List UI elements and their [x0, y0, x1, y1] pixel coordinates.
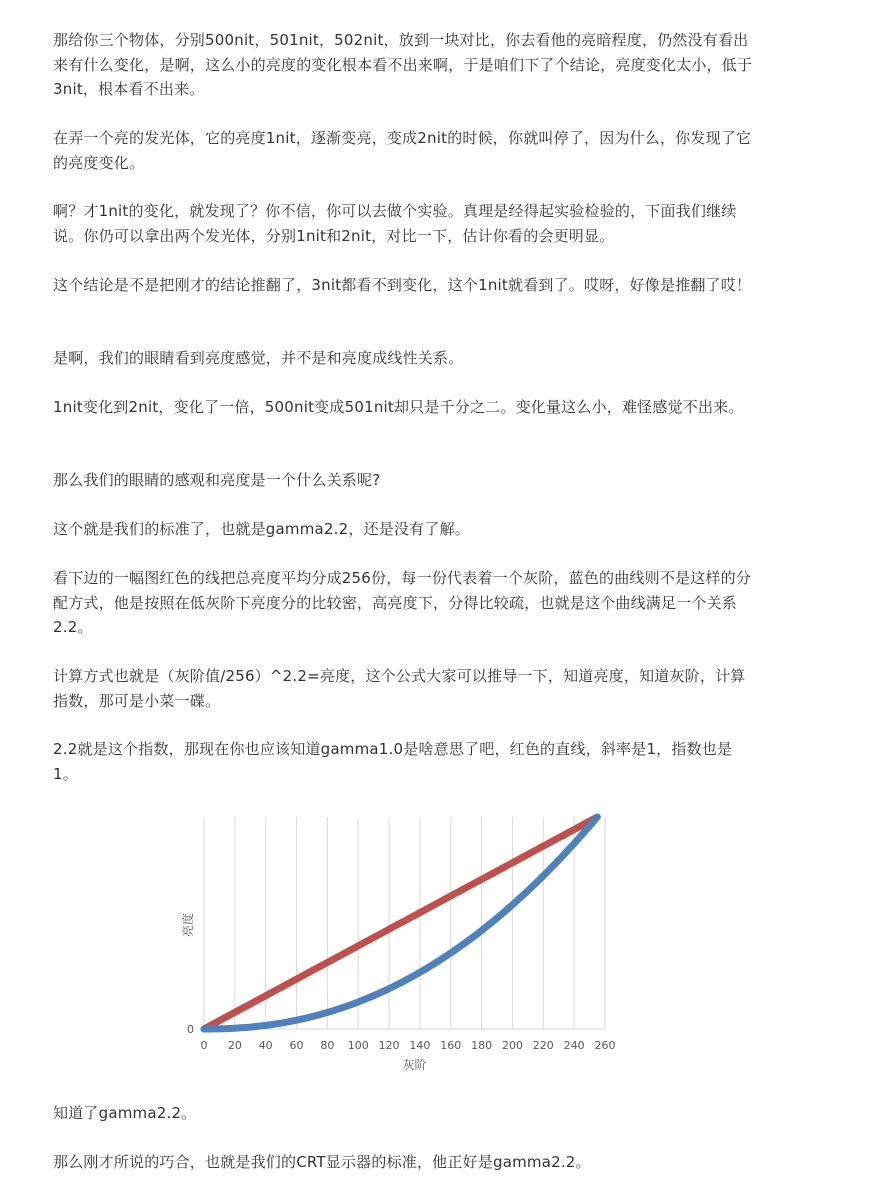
x-tick-label: 180	[471, 1039, 493, 1052]
x-tick-label: 220	[532, 1039, 554, 1052]
x-tick-label: 240	[563, 1039, 585, 1052]
y-axis-tick-label: 0	[187, 1023, 194, 1036]
x-tick-label: 120	[378, 1039, 400, 1052]
paragraph: 这个结论是不是把刚才的结论推翻了，3nit都看不到变化，这个1nit就看到了。哎呀，好像是推翻了哎！	[53, 276, 752, 294]
paragraph: 知道了gamma2.2。	[53, 1104, 197, 1122]
x-axis-title: 灰阶	[402, 1058, 427, 1072]
gamma-chart-figure	[170, 805, 630, 1090]
x-tick-label: 160	[440, 1039, 462, 1052]
x-tick-label: 100	[347, 1039, 369, 1052]
paragraph: 那给你三个物体，分别500nit，501nit，502nit，放到一块对比，你去看他的亮暗程度，仍然没有看出来有什么变化，是啊，这么小的亮度的变化根本看不出来啊，于是咱们下了个结论，亮度变化太小，低于3nit，根本看不出来。	[53, 31, 753, 98]
x-tick-label: 260	[594, 1039, 616, 1052]
paragraph: 看下边的一幅图红色的线把总亮度平均分成256份，每一份代表着一个灰阶，蓝色的曲线则不是这样的分配方式，他是按照在低灰阶下亮度分的比较密，高亮度下，分得比较疏，也就是这个曲线满足一个关系2.2。	[53, 569, 752, 636]
paragraph: 这个就是我们的标准了，也就是gamma2.2，还是没有了解。	[53, 520, 470, 538]
x-tick-label: 80	[320, 1039, 335, 1052]
x-tick-label: 200	[501, 1039, 523, 1052]
series-line-gamma1-0	[204, 817, 597, 1029]
paragraph: 1nit变化到2nit，变化了一倍，500nit变成501nit却只是千分之二。变化量这么小，难怪感觉不出来。	[53, 398, 744, 416]
paragraph: 那么刚才所说的巧合，也就是我们的CRT显示器的标准，他正好是gamma2.2。	[53, 1153, 591, 1171]
x-tick-label: 0	[200, 1039, 208, 1052]
paragraph: 啊？才1nit的变化，就发现了？你不信，你可以去做个实验。真理是经得起实验检验的，下面我们继续说。你仍可以拿出两个发光体，分别1nit和2nit，对比一下，估计你看的会更明显。	[53, 202, 737, 245]
paragraph: 计算方式也就是（灰阶值/256）^2.2=亮度，这个公式大家可以推导一下，知道亮度，知道灰阶，计算指数，那可是小菜一碟。	[53, 667, 746, 710]
x-tick-label: 40	[258, 1039, 273, 1052]
chart-series	[204, 817, 597, 1029]
gamma-chart	[170, 805, 630, 1090]
paragraph: 那么我们的眼睛的感观和亮度是一个什么关系呢?	[53, 471, 381, 489]
paragraph: 在弄一个亮的发光体，它的亮度1nit，逐渐变亮，变成2nit的时候，你就叫停了，因为什么，你发现了它的亮度变化。	[53, 129, 752, 172]
x-tick-label: 20	[227, 1039, 242, 1052]
x-tick-label: 140	[409, 1039, 431, 1052]
x-axis-tick-labels	[201, 1039, 616, 1052]
y-axis-title: 亮度	[181, 912, 195, 938]
x-tick-label: 60	[289, 1039, 304, 1052]
paragraph: 是啊，我们的眼睛看到亮度感觉，并不是和亮度成线性关系。	[53, 349, 464, 367]
paragraph: 2.2就是这个指数，那现在你也应该知道gamma1.0是啥意思了吧，红色的直线，斜率是1，指数也是1。	[53, 740, 733, 783]
